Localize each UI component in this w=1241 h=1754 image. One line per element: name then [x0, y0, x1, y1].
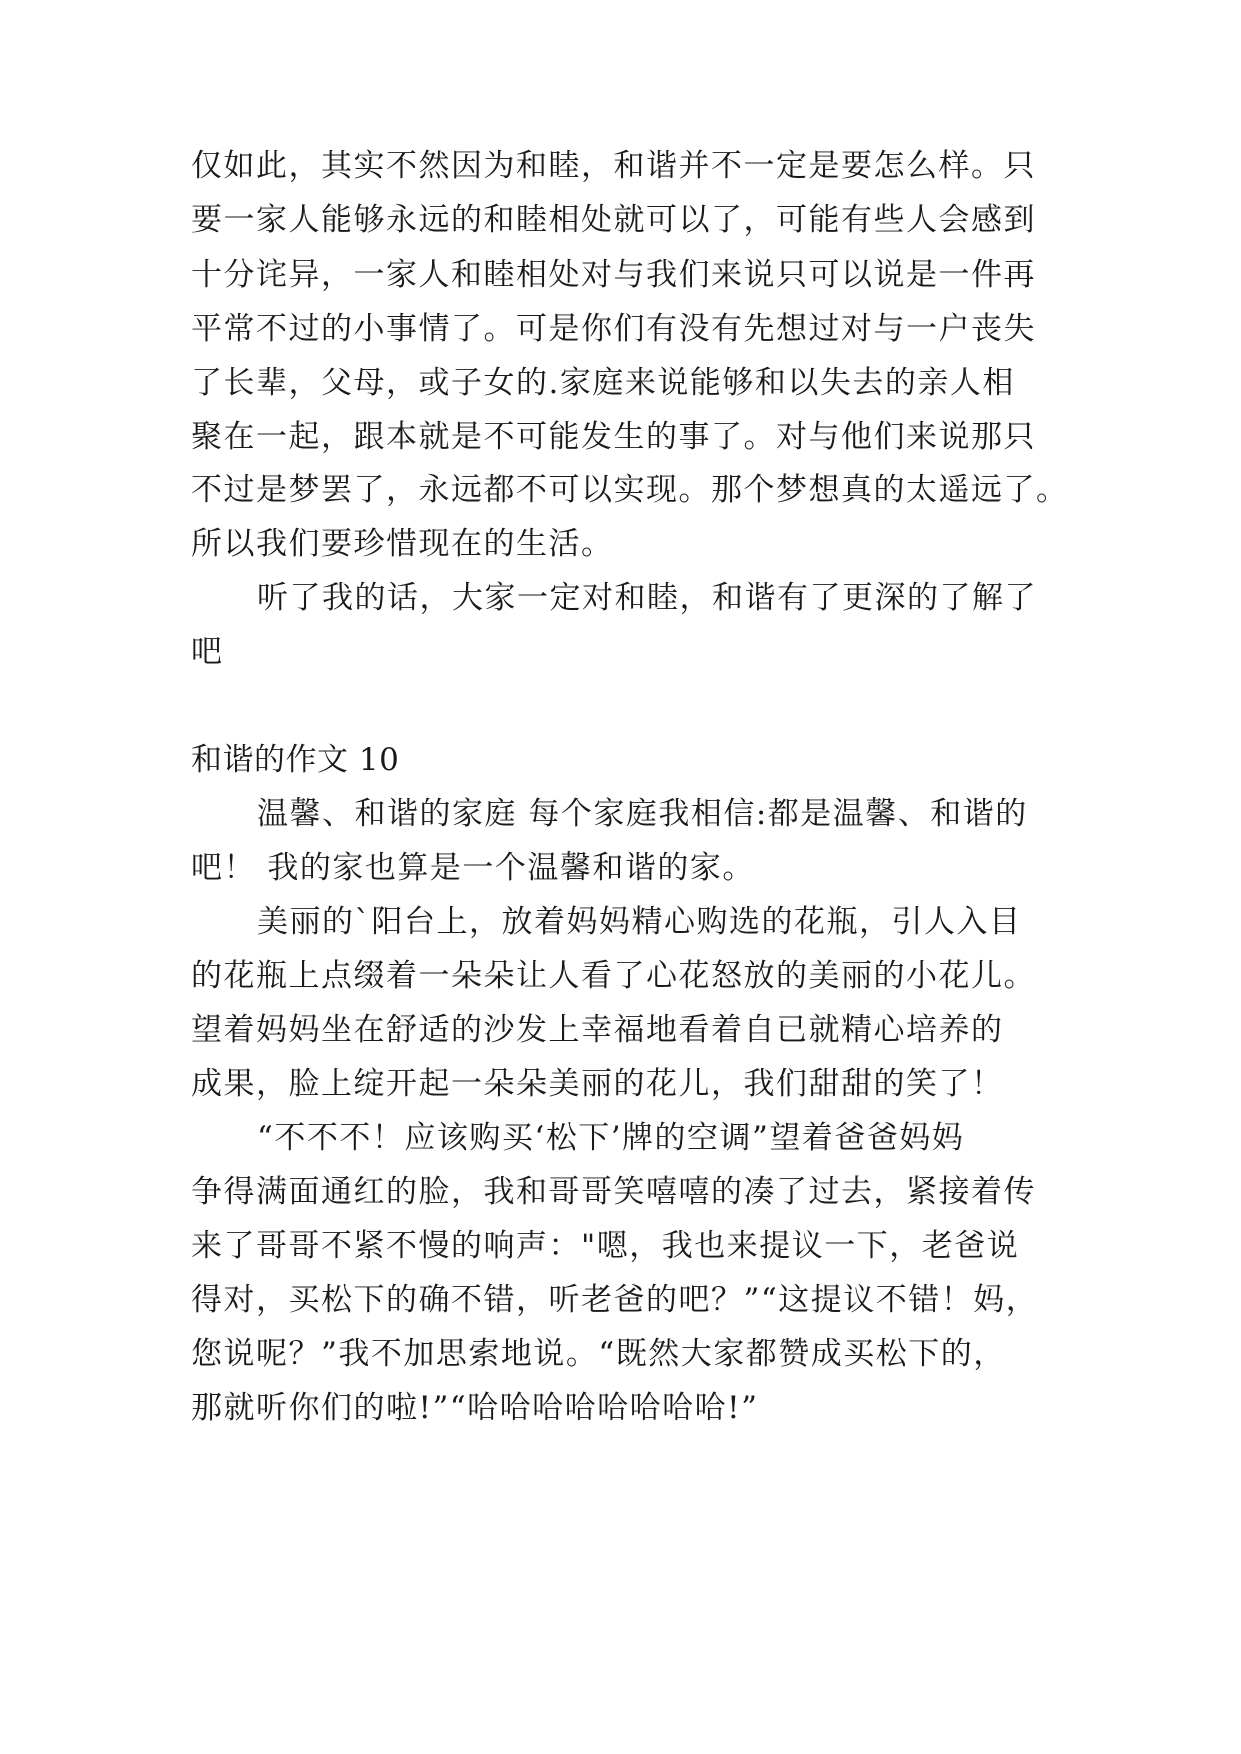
paragraph-line: 得对，买松下的确不错，听老爸的吧？”“这提议不错！妈，: [191, 1282, 1039, 1318]
paragraph-line: 美丽的`阳台上，放着妈妈精心购选的花瓶，引人入目: [257, 904, 1022, 940]
paragraph-line: 吧: [191, 634, 224, 670]
paragraph-line: 望着妈妈坐在舒适的沙发上幸福地看着自已就精心培养的: [191, 1012, 1004, 1048]
paragraph-line: 争得满面通红的脸，我和哥哥笑嘻嘻的凑了过去，紧接着传: [191, 1174, 1036, 1210]
paragraph-line: 了长辈，父母，或子女的.家庭来说能够和以失去的亲人相: [191, 365, 1015, 401]
paragraph-line: 您说呢？”我不加思索地说。“既然大家都赞成买松下的，: [191, 1336, 1006, 1372]
section-title: 和谐的作文 10: [191, 742, 400, 778]
paragraph-line: 聚在一起，跟本就是不可能发生的事了。对与他们来说那只: [191, 419, 1036, 455]
paragraph-line: 吧！ 我的家也算是一个温馨和谐的家。: [191, 850, 755, 886]
paragraph-line: 平常不过的小事情了。可是你们有没有先想过对与一户丧失: [191, 311, 1036, 347]
paragraph-line: 的花瓶上点缀着一朵朵让人看了心花怒放的美丽的小花儿。: [191, 958, 1036, 994]
paragraph-line: 来了哥哥不紧不慢的响声："嗯，我也来提议一下，老爸说: [191, 1228, 1020, 1264]
paragraph-line: 十分诧异，一家人和睦相处对与我们来说只可以说是一件再: [191, 257, 1036, 293]
paragraph-line: 听了我的话，大家一定对和睦，和谐有了更深的了解了: [257, 580, 1037, 616]
paragraph-line: 要一家人能够永远的和睦相处就可以了，可能有些人会感到: [191, 202, 1036, 238]
paragraph-line: 不过是梦罢了，永远都不可以实现。那个梦想真的太遥远了。: [191, 472, 1069, 508]
paragraph-line: “不不不！应该购买‘松下’牌的空调”望着爸爸妈妈: [257, 1120, 965, 1156]
paragraph-line: 那就听你们的啦!”“哈哈哈哈哈哈哈哈!”: [191, 1390, 759, 1426]
paragraph-line: 成果，脸上绽开起一朵朵美丽的花儿，我们甜甜的笑了！: [191, 1066, 1004, 1102]
paragraph-line: 温馨、和谐的家庭 每个家庭我相信:都是温馨、和谐的: [257, 796, 1028, 832]
paragraph-line: 所以我们要珍惜现在的生活。: [191, 526, 614, 562]
paragraph-line: 仅如此，其实不然因为和睦，和谐并不一定是要怎么样。只: [191, 148, 1036, 184]
